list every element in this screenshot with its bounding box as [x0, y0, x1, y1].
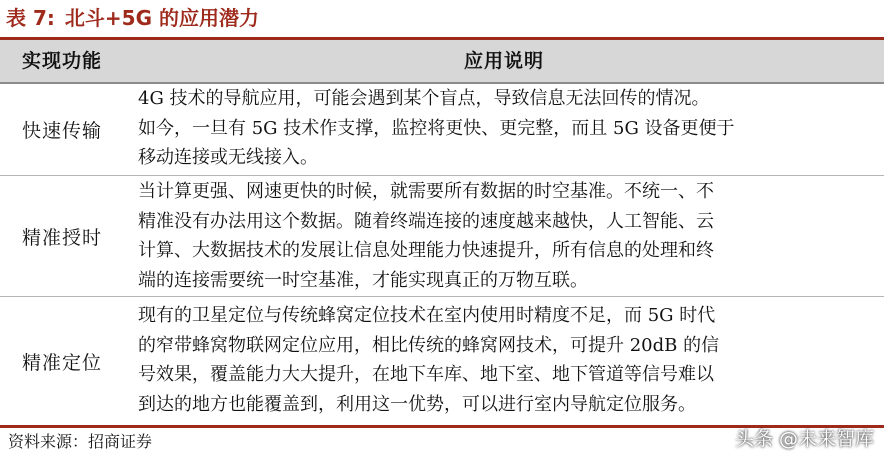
source-note: 资料来源：招商证券 — [8, 432, 153, 451]
description-line: 端的连接需要统一时空基准，才能实现真正的万物互联。 — [138, 269, 588, 291]
description-line: 的窄带蜂窝物联网定位应用，相比传统的蜂窝网技术，可提升 20dB 的信 — [138, 334, 720, 356]
description-line: 如今，一旦有 5G 技术作支撑，监控将更快、更完整，而且 5G 设备更便于 — [138, 117, 735, 139]
description-line: 号效果，覆盖能力大大提升，在地下车库、地下室、地下管道等信号难以 — [138, 364, 714, 385]
table-label: 表 7: — [6, 6, 55, 30]
header-description: 应用说明 — [463, 50, 544, 72]
row-divider — [0, 175, 884, 176]
description-line: 现有的卫星定位与传统蜂窝定位技术在室内使用时精度不足，而 5G 时代 — [138, 305, 716, 326]
table-title-text: 北斗+5G 的应用潜力 — [64, 6, 259, 30]
row-function-label: 快速传输 — [21, 119, 102, 142]
description-line: 当计算更强、网速更快的时候，就需要所有数据的时空基准。不统一、不 — [138, 181, 714, 202]
header-function: 实现功能 — [21, 50, 102, 72]
row-function-label: 精准授时 — [21, 226, 102, 249]
row-divider — [0, 296, 884, 297]
row-description — [138, 301, 880, 419]
description-line: 移动连接或无线接入。 — [138, 147, 318, 168]
table-title — [6, 3, 259, 33]
watermark: 头条 @未来智库 — [734, 428, 874, 450]
row-function-label: 精准定位 — [21, 351, 102, 374]
row-description — [138, 84, 880, 173]
description-line: 精准没有办法用这个数据。随着终端连接的速度越来越快，人工智能、云 — [138, 210, 714, 232]
description-line: 4G 技术的导航应用，可能会遇到某个盲点，导致信息无法回传的情况。 — [138, 88, 710, 109]
description-line: 计算、大数据技术的发展让信息处理能力快速提升，所有信息的处理和终 — [138, 240, 714, 261]
row-description — [138, 177, 880, 295]
description-line: 到达的地方也能覆盖到，利用这一优势，可以进行室内导航定位服务。 — [138, 393, 696, 415]
